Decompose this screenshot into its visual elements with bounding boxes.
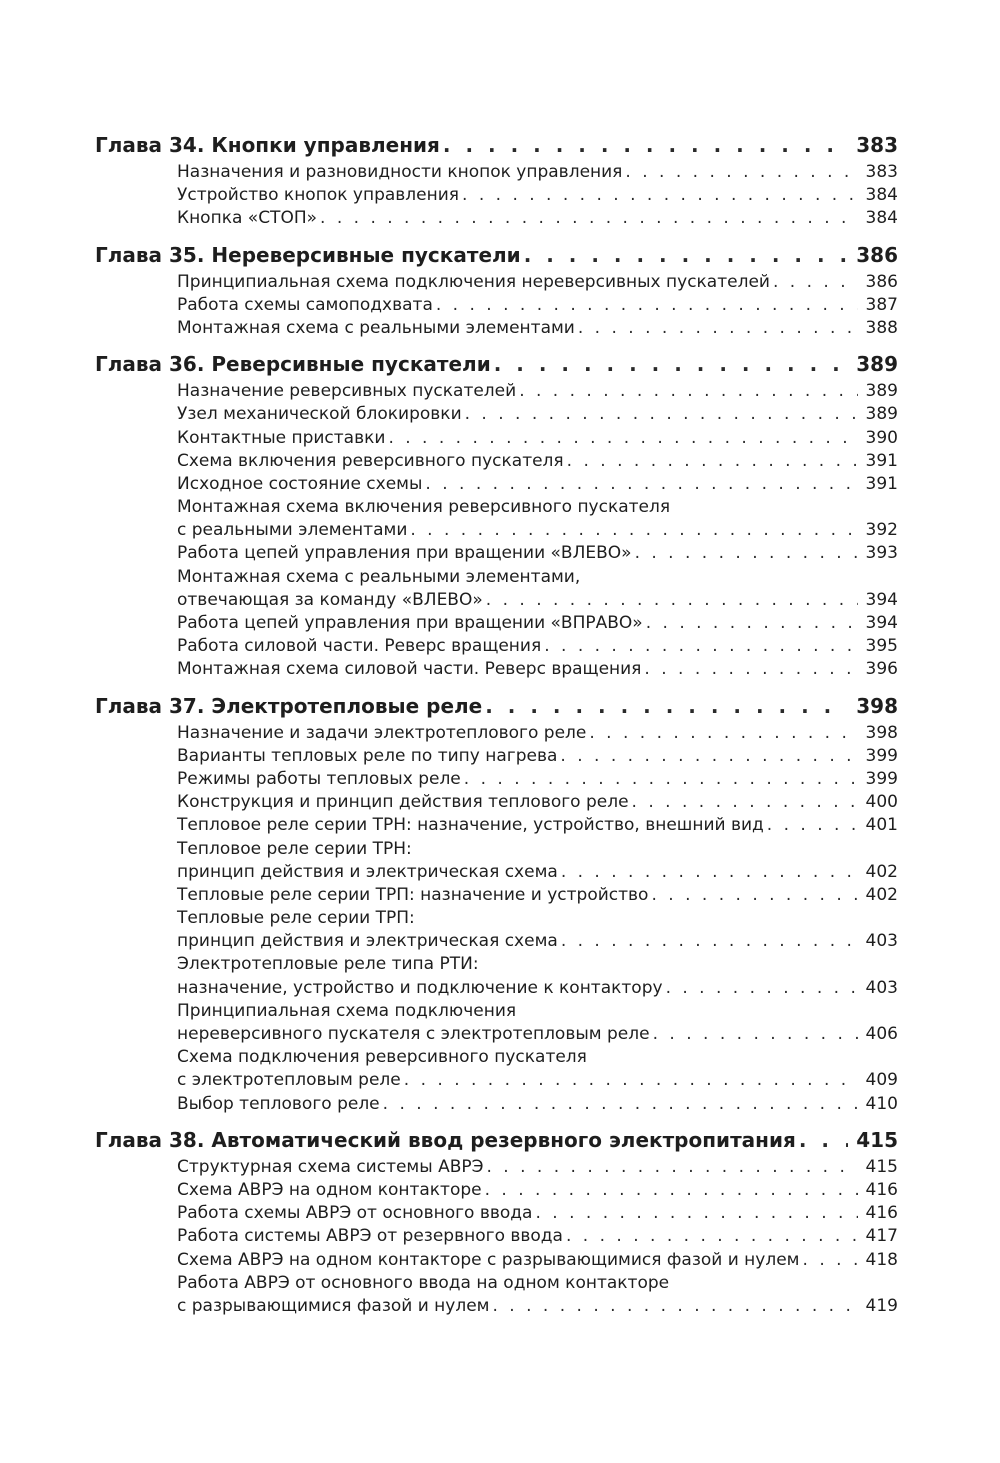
entry-page-number: 389 <box>858 403 898 426</box>
entry-line <box>95 519 898 542</box>
entry-line <box>95 1179 898 1202</box>
entry-line <box>95 427 898 450</box>
toc-entry <box>95 1272 898 1318</box>
chapter-page-number: 398 <box>848 691 898 722</box>
toc-entry <box>95 768 898 791</box>
entry-title: Работа системы АВРЭ от резервного ввода <box>177 1225 566 1248</box>
entry-page-number: 394 <box>858 589 898 612</box>
entry-line <box>95 977 898 1000</box>
entry-page-number: 419 <box>858 1295 898 1318</box>
entry-page-number: 417 <box>858 1225 898 1248</box>
entry-title: Электротепловые реле типа РТИ: <box>177 953 482 976</box>
entry-page-number: 389 <box>858 380 898 403</box>
entry-line <box>95 930 898 953</box>
entry-page-number: 399 <box>858 745 898 768</box>
entry-title: с разрывающимися фазой и нулем <box>177 1295 493 1318</box>
leader-dots <box>653 1023 858 1046</box>
chapter-section <box>95 240 898 341</box>
entry-line <box>95 1023 898 1046</box>
entry-line <box>95 722 898 745</box>
chapter-heading <box>95 1125 898 1156</box>
entry-line <box>95 380 898 403</box>
toc-entry <box>95 542 898 565</box>
entry-line <box>95 1000 898 1023</box>
leader-dots <box>644 658 858 681</box>
entry-line <box>95 861 898 884</box>
entry-line <box>95 1249 898 1272</box>
toc-entry <box>95 161 898 184</box>
toc-entry <box>95 294 898 317</box>
toc-entry <box>95 1156 898 1179</box>
chapter-heading <box>95 691 898 722</box>
entry-page-number: 393 <box>858 542 898 565</box>
toc-entry <box>95 953 898 999</box>
entry-line <box>95 1272 898 1295</box>
entry-line <box>95 838 898 861</box>
entry-title: Схема подключения реверсивного пускателя <box>177 1046 590 1069</box>
entry-title: Работа АВРЭ от основного ввода на одном контакторе <box>177 1272 672 1295</box>
toc-entry <box>95 658 898 681</box>
entry-page-number: 387 <box>858 294 898 317</box>
entry-page-number: 386 <box>858 271 898 294</box>
leader-dots <box>535 1202 858 1225</box>
chapter-heading <box>95 130 898 161</box>
entry-line <box>95 473 898 496</box>
toc-entry <box>95 1249 898 1272</box>
chapter-title: Глава 34. Кнопки управления <box>95 130 443 161</box>
leader-dots <box>485 1179 858 1202</box>
entry-line <box>95 271 898 294</box>
entry-line <box>95 658 898 681</box>
entry-page-number: 406 <box>858 1023 898 1046</box>
entry-title: Устройство кнопок управления <box>177 184 462 207</box>
leader-dots <box>632 791 858 814</box>
toc-entry <box>95 722 898 745</box>
chapter-title: Глава 38. Автоматический ввод резервного электропитания <box>95 1125 799 1156</box>
leader-dots <box>493 1295 859 1318</box>
chapter-section <box>95 691 898 1116</box>
leader-dots <box>465 403 858 426</box>
chapter-page-number: 389 <box>848 349 898 380</box>
entry-line <box>95 1156 898 1179</box>
entry-line <box>95 542 898 565</box>
entry-line <box>95 496 898 519</box>
entry-title: Монтажная схема включения реверсивного пускателя <box>177 496 673 519</box>
entry-title: Работа цепей управления при вращении «ВПРАВО» <box>177 612 646 635</box>
toc-entry <box>95 207 898 230</box>
leader-dots <box>486 589 858 612</box>
leader-dots <box>383 1093 858 1116</box>
leader-dots <box>519 380 858 403</box>
leader-dots <box>462 184 858 207</box>
chapter-row <box>95 691 898 722</box>
entry-title: принцип действия и электрическая схема <box>177 930 561 953</box>
chapter-row <box>95 130 898 161</box>
entry-title: Тепловое реле серии ТРН: <box>177 838 415 861</box>
entry-page-number: 418 <box>858 1249 898 1272</box>
chapter-row <box>95 240 898 271</box>
entry-title: отвечающая за команду «ВЛЕВО» <box>177 589 486 612</box>
toc-entry <box>95 184 898 207</box>
toc-entry <box>95 450 898 473</box>
toc-entry <box>95 1000 898 1046</box>
leader-dots <box>443 130 848 161</box>
entry-line <box>95 1093 898 1116</box>
chapter-heading <box>95 240 898 271</box>
entry-line <box>95 1046 898 1069</box>
entry-title: Работа схемы АВРЭ от основного ввода <box>177 1202 535 1225</box>
toc-entry <box>95 427 898 450</box>
entry-title: Назначения и разновидности кнопок управления <box>177 161 625 184</box>
toc-entry <box>95 1046 898 1092</box>
leader-dots <box>646 612 858 635</box>
entry-title: принцип действия и электрическая схема <box>177 861 561 884</box>
entry-line <box>95 589 898 612</box>
leader-dots <box>485 691 848 722</box>
entry-line <box>95 791 898 814</box>
chapter-heading <box>95 349 898 380</box>
entry-page-number: 410 <box>858 1093 898 1116</box>
entry-page-number: 415 <box>858 1156 898 1179</box>
entry-line <box>95 294 898 317</box>
toc-entry <box>95 814 898 837</box>
chapter-title: Глава 35. Нереверсивные пускатели <box>95 240 524 271</box>
entry-title: Монтажная схема с реальными элементами, <box>177 566 583 589</box>
leader-dots <box>589 722 858 745</box>
entry-line <box>95 1225 898 1248</box>
entry-line <box>95 450 898 473</box>
entry-title: Контактные приставки <box>177 427 388 450</box>
entry-title: Назначение реверсивных пускателей <box>177 380 519 403</box>
leader-dots <box>494 349 848 380</box>
entry-title: Тепловые реле серии ТРП: <box>177 907 418 930</box>
chapter-row <box>95 349 898 380</box>
entry-title: Исходное состояние схемы <box>177 473 425 496</box>
entry-line <box>95 566 898 589</box>
leader-dots <box>578 317 858 340</box>
entry-page-number: 390 <box>858 427 898 450</box>
entry-line <box>95 612 898 635</box>
entry-title: Выбор теплового реле <box>177 1093 383 1116</box>
entry-page-number: 395 <box>858 635 898 658</box>
toc-entry <box>95 838 898 884</box>
toc-entry <box>95 473 898 496</box>
entry-line <box>95 317 898 340</box>
entry-title: Монтажная схема силовой части. Реверс вращения <box>177 658 644 681</box>
entry-page-number: 402 <box>858 884 898 907</box>
entry-title: Принципиальная схема подключения <box>177 1000 519 1023</box>
entry-line <box>95 207 898 230</box>
entry-line <box>95 884 898 907</box>
toc-entry <box>95 1202 898 1225</box>
leader-dots <box>464 768 858 791</box>
entry-title: Конструкция и принцип действия теплового реле <box>177 791 632 814</box>
chapter-row <box>95 1125 898 1156</box>
entry-page-number: 392 <box>858 519 898 542</box>
leader-dots <box>410 519 858 542</box>
toc-entry <box>95 791 898 814</box>
toc-entry <box>95 884 898 907</box>
entry-title: Схема АВРЭ на одном контакторе <box>177 1179 485 1202</box>
entry-line <box>95 953 898 976</box>
entry-line <box>95 745 898 768</box>
entry-page-number: 388 <box>858 317 898 340</box>
entry-title: с реальными элементами <box>177 519 410 542</box>
chapter-page-number: 415 <box>848 1125 898 1156</box>
toc-entry <box>95 317 898 340</box>
entry-line <box>95 161 898 184</box>
toc-entry <box>95 403 898 426</box>
toc-entry <box>95 496 898 542</box>
leader-dots <box>566 1225 858 1248</box>
chapter-page-number: 383 <box>848 130 898 161</box>
entry-page-number: 402 <box>858 861 898 884</box>
entry-page-number: 399 <box>858 768 898 791</box>
entry-title: Структурная схема системы АВРЭ <box>177 1156 487 1179</box>
entry-line <box>95 1295 898 1318</box>
chapter-title: Глава 36. Реверсивные пускатели <box>95 349 494 380</box>
entry-title: Схема включения реверсивного пускателя <box>177 450 567 473</box>
toc-entry <box>95 1093 898 1116</box>
leader-dots <box>320 207 858 230</box>
entry-title: Тепловые реле серии ТРП: назначение и устройство <box>177 884 651 907</box>
entry-line <box>95 814 898 837</box>
leader-dots <box>635 542 858 565</box>
toc-entry <box>95 1179 898 1202</box>
entry-page-number: 409 <box>858 1069 898 1092</box>
entry-title: Кнопка «СТОП» <box>177 207 320 230</box>
entry-title: нереверсивного пускателя с электротепловым реле <box>177 1023 653 1046</box>
entry-page-number: 391 <box>858 473 898 496</box>
entry-title: Работа схемы самоподхвата <box>177 294 436 317</box>
entry-page-number: 383 <box>858 161 898 184</box>
toc-entry <box>95 635 898 658</box>
entry-page-number: 416 <box>858 1202 898 1225</box>
leader-dots <box>436 294 858 317</box>
entry-page-number: 391 <box>858 450 898 473</box>
leader-dots <box>773 271 858 294</box>
leader-dots <box>767 814 858 837</box>
leader-dots <box>425 473 858 496</box>
leader-dots <box>560 745 858 768</box>
chapter-section <box>95 349 898 681</box>
entry-title: Монтажная схема с реальными элементами <box>177 317 578 340</box>
entry-title: с электротепловым реле <box>177 1069 404 1092</box>
entry-title: Принципиальная схема подключения нереверсивных пускателей <box>177 271 773 294</box>
entry-title: Тепловое реле серии ТРН: назначение, устройство, внешний вид <box>177 814 767 837</box>
entry-page-number: 396 <box>858 658 898 681</box>
entry-page-number: 398 <box>858 722 898 745</box>
entry-page-number: 401 <box>858 814 898 837</box>
leader-dots <box>666 977 858 1000</box>
entry-line <box>95 635 898 658</box>
entry-title: Узел механической блокировки <box>177 403 465 426</box>
entry-page-number: 400 <box>858 791 898 814</box>
leader-dots <box>567 450 858 473</box>
leader-dots <box>561 930 858 953</box>
leader-dots <box>799 1125 848 1156</box>
leader-dots <box>404 1069 858 1092</box>
entry-title: Режимы работы тепловых реле <box>177 768 464 791</box>
entry-line <box>95 907 898 930</box>
entry-page-number: 403 <box>858 930 898 953</box>
entry-line <box>95 1202 898 1225</box>
leader-dots <box>803 1249 858 1272</box>
entry-title: Работа силовой части. Реверс вращения <box>177 635 544 658</box>
entry-page-number: 394 <box>858 612 898 635</box>
entry-title: Работа цепей управления при вращении «ВЛЕВО» <box>177 542 635 565</box>
leader-dots <box>561 861 858 884</box>
leader-dots <box>524 240 848 271</box>
toc-entry <box>95 745 898 768</box>
toc-entry <box>95 1225 898 1248</box>
toc-entry <box>95 612 898 635</box>
entry-line <box>95 1069 898 1092</box>
leader-dots <box>388 427 858 450</box>
toc-entry <box>95 271 898 294</box>
leader-dots <box>651 884 858 907</box>
chapter-title: Глава 37. Электротепловые реле <box>95 691 485 722</box>
entry-page-number: 403 <box>858 977 898 1000</box>
entry-line <box>95 184 898 207</box>
entry-line <box>95 403 898 426</box>
entry-title: Назначение и задачи электротеплового реле <box>177 722 589 745</box>
toc-entry <box>95 907 898 953</box>
table-of-contents <box>95 130 898 1327</box>
entry-title: Варианты тепловых реле по типу нагрева <box>177 745 560 768</box>
leader-dots <box>544 635 858 658</box>
toc-entry <box>95 380 898 403</box>
entry-title: Схема АВРЭ на одном контакторе с разрывающимися фазой и нулем <box>177 1249 803 1272</box>
entry-page-number: 416 <box>858 1179 898 1202</box>
toc-entry <box>95 566 898 612</box>
chapter-section <box>95 1125 898 1318</box>
entry-title: назначение, устройство и подключение к контактору <box>177 977 666 1000</box>
entry-page-number: 384 <box>858 184 898 207</box>
leader-dots <box>487 1156 859 1179</box>
leader-dots <box>625 161 858 184</box>
chapter-page-number: 386 <box>848 240 898 271</box>
chapter-section <box>95 130 898 231</box>
entry-line <box>95 768 898 791</box>
entry-page-number: 384 <box>858 207 898 230</box>
